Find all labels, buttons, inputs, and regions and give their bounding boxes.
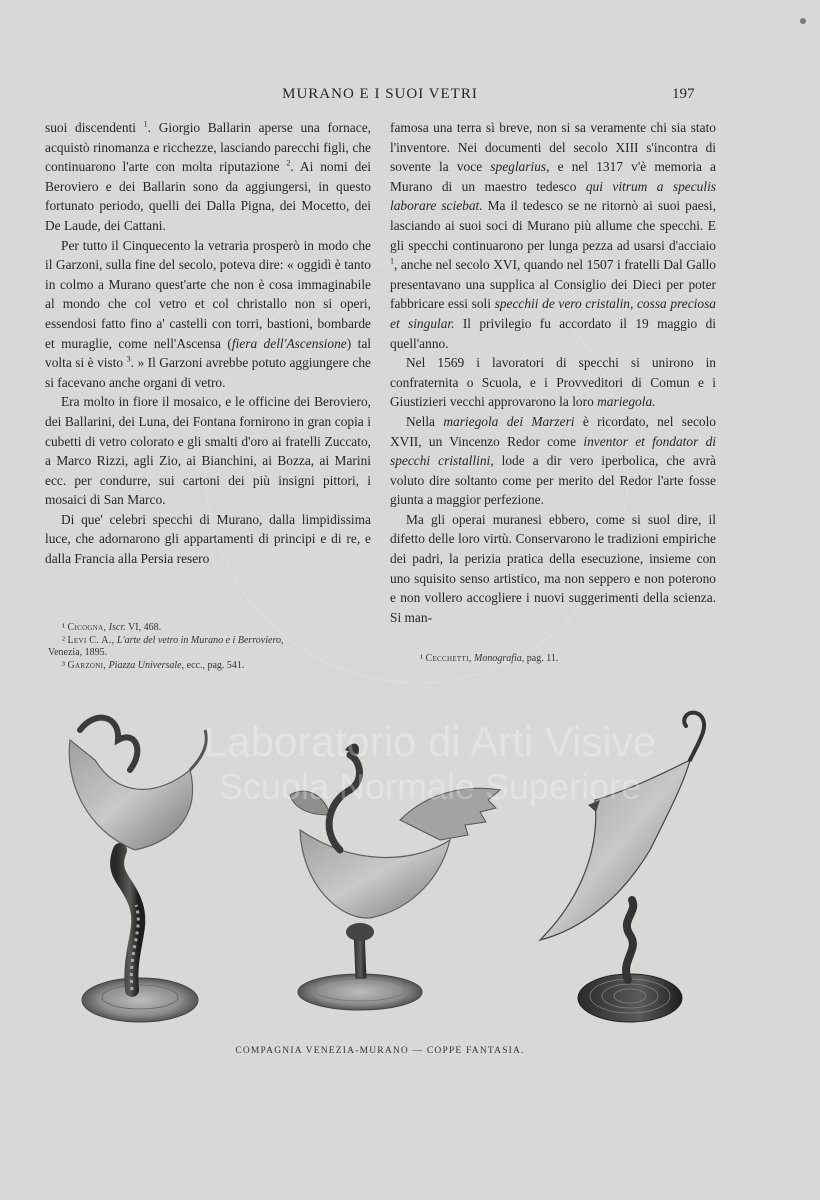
footnote-r1: ¹ Cecchetti, Monografia, pag. 11. — [420, 653, 559, 664]
footnote-2-cont: Venezia, 1895. — [48, 647, 108, 658]
watermark-line-2: Scuola Normale Superiore — [218, 766, 642, 807]
footnote-2: ² Levi C. A., L'arte del vetro in Murano e i Berroviero, — [62, 634, 284, 646]
page-number: 197 — [672, 86, 695, 102]
footnote-1: ¹ Cicogna, Iscr. VI, 468. — [62, 622, 162, 633]
watermark-line-1: Laboratorio di Arti Visive — [203, 718, 657, 765]
goblet-horn — [540, 713, 704, 1022]
goblets-illustration — [40, 700, 760, 1030]
figure-caption: COMPAGNIA VENEZIA-MURANO — COPPE FANTASIA. — [235, 1046, 525, 1056]
footnote-ref-3[interactable]: 3 — [126, 354, 131, 364]
goblet-1-foot — [82, 978, 198, 1022]
footnote-ref-1[interactable]: 1 — [143, 119, 148, 129]
left-paragraph-3: Era molto in fiore il mosaico, e le officine dei Beroviero, dei Ballarini, dei Luna, dei Fontana fornirono in gran copia i cubetti di vetro colorato e gli smalti d'oro ai fratelli Zuccato, a Marco Rizzi, agli Zio, ai Bianchini, ai Bozza, ai Marini ecc. per condurre, sui cartoni dei più insigni pittori, i mosaici di San Marco. — [45, 394, 371, 508]
footnote-3: ³ Garzoni, Piazza Universale, ecc., pag. 541. — [62, 659, 245, 671]
footnote-ref-r1[interactable]: 1 — [390, 256, 394, 266]
goblet-2-wing-left — [290, 791, 330, 815]
goblet-3-stem — [626, 900, 633, 980]
right-paragraph-2: Nel 1569 i lavoratori di specchi si unirono in confraternita o Scuola, e i Provveditori di Comun e i Giustizieri vecchi approvarono la loro mariegola. — [390, 355, 716, 410]
left-text-column — [45, 118, 371, 569]
left-paragraph-2: Per tutto il Cinquecento la vetraria prosperò in modo che il Garzoni, sulla fine del secolo, poteva dire: « oggidì è tanto in colmo a Murano quest'arte che non è cosa immaginabile al mondo che col vetro et col christallo non si operi, essendosi fatto fino a' castelli con torri, bastioni, bombarde et muraglie, come nell'Ascensa (fiera dell'Ascensione) tal volta si è visto $^3$. » Il Garzoni avrebbe potuto aggiungere che si facevano anche organi di vetro. — [45, 237, 371, 390]
corner-dot — [800, 18, 806, 24]
goblet-3-horn — [540, 760, 690, 940]
running-header: MURANO E I SUOI VETRI — [282, 86, 478, 102]
goblet-1-stem — [117, 850, 138, 990]
right-paragraph-4: Ma gli operai muranesi ebbero, come si suol dire, il difetto delle loro virtù. Conservarono le tradizioni empiriche dei padri, la perizia pratica della esecuzione, insieme con uno squisito senso artistico, ma non seppero e non poterono e non vollero accogliere i nuovi suggerimenti della scienza. Si man- — [390, 511, 716, 625]
goblet-serpent — [69, 718, 206, 1022]
footnote-ref-2[interactable]: 2 — [286, 158, 291, 168]
right-paragraph-3: Nella mariegola dei Marzeri è ricordato, nel secolo XVII, un Vincenzo Redor come inventor et fondator di specchi cristallini, lode a dir vero iperbolica, che avrà voluto dire soltanto come per merito del Redor l'arte fosse giunta a maggior perfezione. — [390, 413, 716, 508]
right-footnotes — [420, 653, 740, 666]
right-text-column — [390, 118, 716, 627]
goblet-1-bowl — [69, 740, 192, 850]
goblet-2-wing-right — [400, 788, 500, 840]
right-paragraph-1: famosa una terra sì breve, non si sa veramente chi sia stato l'inventore. Nei documenti del secolo XIII s'incontra di sovente la voce speglarius, e nel 1317 v'è memoria a Murano di un maestro tedesco qui vitrum a speculis laborare sciebat. Ma il tedesco se ne ritornò ai suoi paesi, lasciando ai suoi soci di Murano più allume che specchi. E gli specchi continuarono per lunga pezza ad usarsi d'acciaio $^1$, anche nel secolo XVI, quando nel 1507 i fratelli Dal Gallo presentavano una supplica al Consiglio dei Dieci per poter fabbricare essi soli specchii de vero cristalin, cossa preciosa et singular. Il privilegio fu accordato il 19 maggio di quell'anno. — [390, 120, 717, 351]
left-paragraph-4: Di que' celebri specchi di Murano, dalla limpidissima luce, che adornarono gli appartamenti di principi e di re, e dalla Francia alla Persia resero — [45, 511, 371, 567]
left-footnotes — [48, 622, 382, 672]
left-paragraph-1: suoi discendenti $^1$. Giorgio Ballarin aperse una fornace, acquistò rinomanza e ricchezze, lasciando parecchi figli, che continuarono l'arte con molta riputazione $^2$. Ai nomi dei Beroviero e dei Ballarin sono da aggiungersi, in questo fortunato periodo, quelli dei Dalla Pigna, dei Mocetto, dei De Laude, dei Cattani. — [45, 119, 372, 233]
goblet-2-foot — [298, 974, 422, 1010]
goblet-dragon — [290, 744, 500, 1010]
goblet-2-bowl — [300, 830, 450, 918]
